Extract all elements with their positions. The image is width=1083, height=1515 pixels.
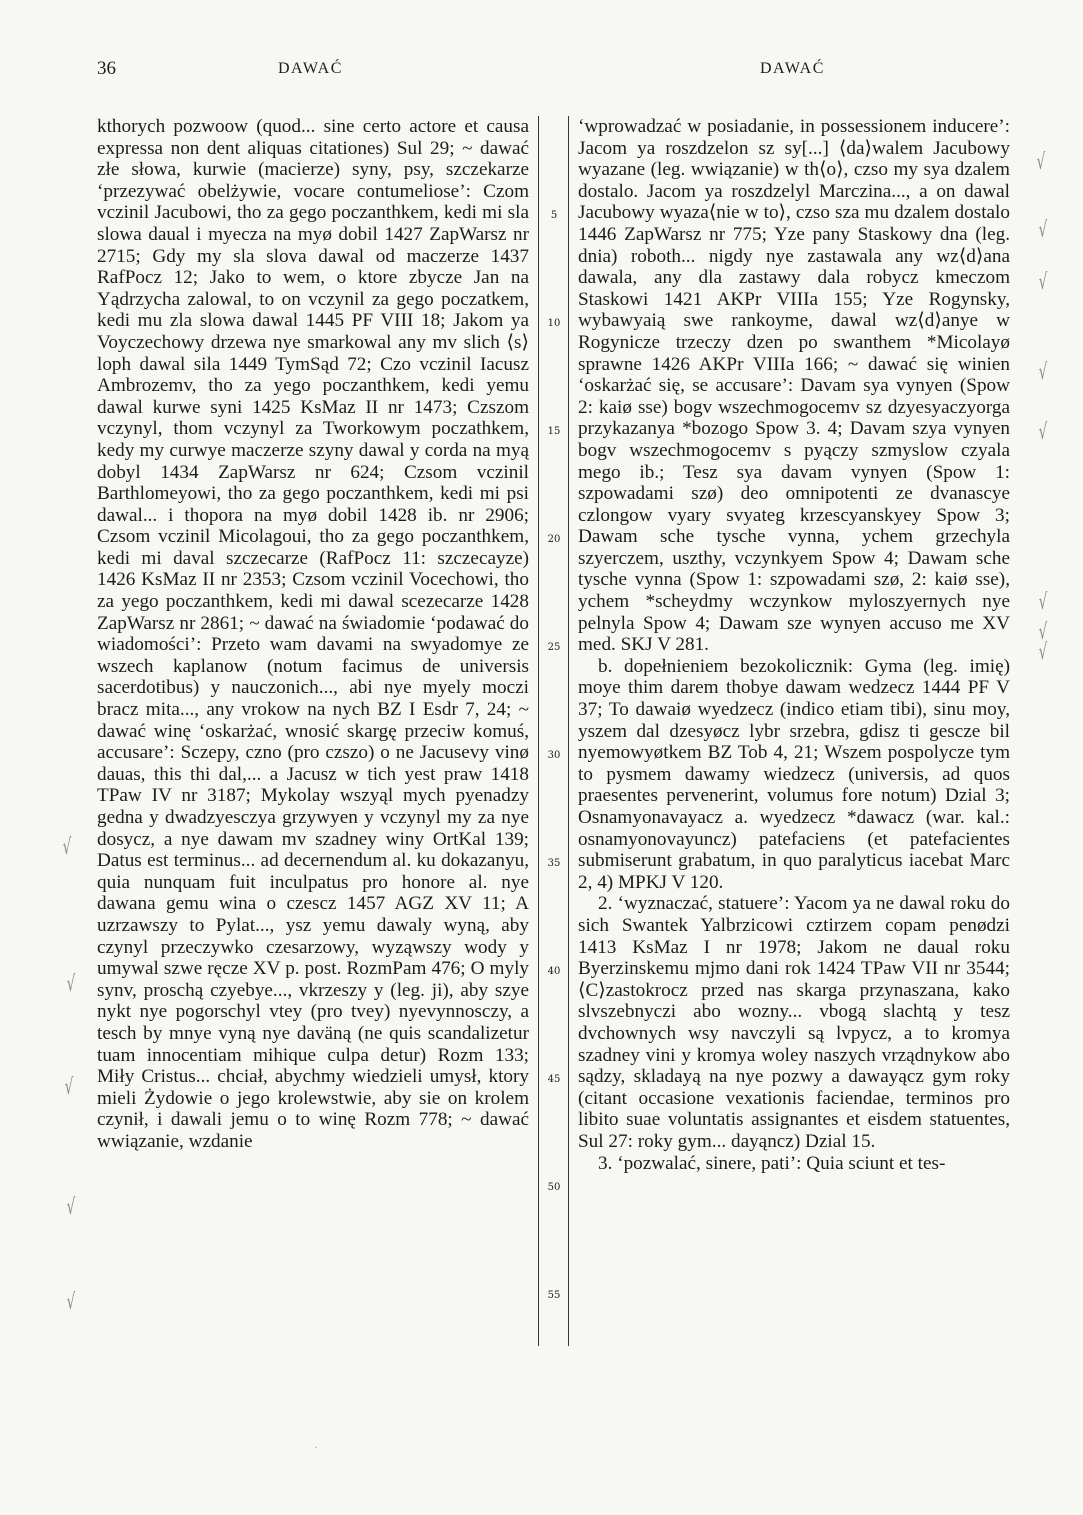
running-head-right: DAWAĆ <box>760 60 825 77</box>
right-column-paragraph: b. dopełnieniem bezokolicznik: Gyma (leg. imię) moye thim darem thobye dawam wedzecz 1444 PF V 37; To dawaiø wyedzecz (indico etiam tibi), sinu moy, yszem dal dzesyøcz lybr srzebra, gdisz ti gescze bil nyemowyøtkem BZ Tob 4, 21; Wszem pospolycze tym to pysmem dawamy wiedzecz (universis, ad quos praesentes pervenerint, volumus fore notum) Dzial 3; Osnamyonavayacz a. wyedzecz *dawacz (war. kal.: osnamyonovayuncz) patefaciens (et patefacientes submiserunt grabatum, in quo paralyticus iacebat Marc 2, 4) MPKJ V 120. <box>578 655 1010 893</box>
page-number: 36 <box>97 58 116 79</box>
check-mark-icon: √ <box>1038 270 1048 295</box>
left-column-text: kthorych pozwoow (quod... sine certo actore et causa expressa non dent aliquas citationes) Sul 29; ~ dawać złe słowa, kurwie (macierze) syny, psy, szczekarze ʻprzezywać obelżywie, vocare contumelioseʼ: Czom vczinil Jacubowi, tho za gego poczanthkem, kedi mi sla slowa daual i myecza na myø dobil 1427 ZapWarsz nr 2715; Gdy my sla slova dawal od maczerze 1437 RafPocz 12; Jako to wem, o ktore zbycze Jan na Yądrzycha zalowal, to on vczynil za gego poczatkem, kedi mu zla slowa dawal 1445 PF VIII 18; Jakom ya Voyczechowy drzewa nye smarkowal any mv slich ⟨s⟩loph dawal sila 1449 TymSąd 72; Czo vczinil Iacusz Ambrozemv, tho za yego poczanthkem, kedi yemu dawal kurwe syni 1425 KsMaz II nr 1473; Czszom vczynyl, thom vczynyl za Tworkowym poczathkem, kedy my curwye maczerze szyny dawal y corda na myą dobyl 1434 ZapWarsz nr 624; Czsom vczinil Barthlomeyowi, tho za gego poczanthkem, kedi mi psi dawal... i thopora na myø dobil 1428 ib. nr 2906; Czsom vczinil Micolagoui, tho za gego poczanthkem, kedi mi daval szczecarze (RafPocz 11: szczecayze) 1426 KsMaz II nr 2353; Czsom vczinil Vocechowi, tho za yego poczanthkem, kedi mi dawal scezecarze 1428 ZapWarsz nr 2861; ~ dawać na świadomie ʻpodawać do wiadomościʼ: Przeto wam davami na swyadomye ze wszech kaplanow (notum facimus de universis sacerdotibus) y nauczonich..., abi nye myely moczi bracz mita..., any vrokow na nych BZ I Esdr 7, 24; ~ dawać winę ʻoskarżać, wnosić skargę przeciw komuś, accusareʼ: Sczepy, czno (pro czszo) o ne Jacusevy vinø dauas, this thi dal,... a Jacusz w tich yest praw 1418 TPaw IV nr 3187; Mykolay wszyąl mych pyenadzy gedna y dwadzyesczya grzywyen y vczynyl my za nye dosycz, a nye dawam mv szadney winy OrtKal 139; Datus est terminus... ad decernendum al. ku dokazanyu, quia nunquam fuit inculpatus pro honore al. nye dawana gemu wina o czescz 1457 AGZ XV 11; A uzrzawszy to Pylat..., ysz yemu dawaly wyną, aby czynyl przeczywko czesarzowy, wyząwszy wody y umywal szwe ręcze XV p. post. RozmPam 476; O myly synv, proschą czyebye..., vkrzeszy y (leg. ji), aby szye nykt nye pogorschyl vtey (pro tvey) nyevynnosczy, a tesch by mnye vyną nye daväną (ne quis scandalizetur tuam innocentiam mihique culpa detur) Rozm 133; Miły Cristus... chciał, abychmy wiedzieli umysł, ktory mieli Żydowie o jego krolewstwie, aby sie on krolem czynił, i dawali jemu o to winę Rozm 778; ~ dawać wwiązanie, wzdanie <box>97 116 529 1152</box>
check-mark-icon: √ <box>1038 360 1048 385</box>
check-mark-icon: √ <box>1038 590 1048 615</box>
check-mark-icon: √ <box>1038 218 1048 243</box>
check-mark-icon: √ <box>66 972 76 997</box>
line-number: 20 <box>547 534 561 545</box>
check-mark-icon: √ <box>66 1290 76 1315</box>
running-head-left: DAWAĆ <box>278 60 343 77</box>
check-mark-icon: √ <box>1038 620 1048 645</box>
check-mark-icon: √ <box>1038 420 1048 445</box>
check-mark-icon: √ <box>62 835 72 860</box>
line-number: 5 <box>550 210 558 221</box>
scan-speck: · <box>314 1440 318 1454</box>
right-column-paragraph: 2. ʻwyznaczać, statuereʼ: Yacom ya ne dawal roku do sich Swantek Yalbrzicowi cztirzem copam penødzi 1413 KsMaz I nr 1978; Jakom ne daual roku Byerzinskemu mjmo dani rok 1424 TPaw VII nr 3544; ⟨C⟩zastokrocz przed nas skarga przynaszana, kako slvszebnyczi abo wozny... vbogą slachtą y tesz dvchownych wsy navczyli są lvpycz, a to kromya szadney vini y kromya woley naszych vrządnykow abo sądzy, skladayą na nye pozwy a dawayącz gym roky (citant occasione vexationis faciendae, terminos pro libito suae voluntatis assignantes et eisdem statuentes, Sul 27: roky gym... dayąncz) Dzial 15. <box>578 893 1010 1152</box>
left-column <box>97 116 529 1346</box>
line-number: 35 <box>547 858 561 869</box>
check-mark-icon: √ <box>64 1075 74 1100</box>
right-column-paragraph: 3. ʻpozwalać, sinere, patiʼ: Quia sciunt et tes- <box>598 1152 946 1174</box>
page-header <box>0 58 1083 88</box>
line-number: 50 <box>547 1182 561 1193</box>
line-number: 55 <box>547 1290 561 1301</box>
line-number: 40 <box>547 966 561 977</box>
line-number: 30 <box>547 750 561 761</box>
column-rule-right <box>568 116 569 1346</box>
line-number: 15 <box>547 426 561 437</box>
line-number: 25 <box>547 642 561 653</box>
column-rule-left <box>538 116 539 1346</box>
right-column <box>578 116 1010 1346</box>
check-mark-icon: √ <box>1038 640 1048 665</box>
right-column-paragraph: ʻwprowadzać w posiadanie, in possessionem inducereʼ: Jacom ya roszdzelon sz sy[...] ⟨da⟩walem Jacubowy wyazane (leg. wwiązanie) w th⟨o⟩, czso my sya dzalem dostalo. Jacom ya roszdzelyl Marczina..., a on dawal Jacubowy wyaza⟨nie w to⟩, czso sza mu dzalem dostalo 1446 ZapWarsz nr 775; Yze pany Staskowy dna (leg. dnia) roboth... nigdy nye zastawala any wz⟨d⟩ana dawala, any dla zastawy dala robycz kmeczom Staskowi 1421 AKPr VIIIa 155; Yze Rogynsky, wybawyaią swe rankoyme, dawal wz⟨d⟩anye w Rogynicze trzeczy dzen po swanthem *Micolayø sprawne 1426 AKPr VIIIa 166; ~ dawać się winien ʻoskarżać się, se accusareʼ: Davam sya vynyen (Spow 2: kaiø sse) bogv wszechmogocemv sz dzyesyaczyorga przykazanya *bozogo Spow 3. 4; Davam szya vynyen bogv wszechmogocemv s pyączy szmyslow czyala mego ib.; Tesz sya davam vynyen (Spow 1: szpowadami szø) deo omnipotenti ze dvanascye czlongow vyary svyateg krzescyanskyey Spow 3; Dawam sche tysche vynna, ychem grzechyla szyerczem, uszthy, vczynkyem Spow 4; Dawam sche tysche vynna (Spow 1: szpowadami szø, 2: kaiø sse), ychem *scheydmy wczynkow myloszyernych nye pelnyla Spow 4; Dawam sze wynyen accuso me XV med. SKJ V 281. <box>578 116 1010 656</box>
check-mark-icon: √ <box>66 1195 76 1220</box>
check-mark-icon: √ <box>1036 150 1046 175</box>
line-number: 45 <box>547 1074 561 1085</box>
line-number: 10 <box>547 318 561 329</box>
